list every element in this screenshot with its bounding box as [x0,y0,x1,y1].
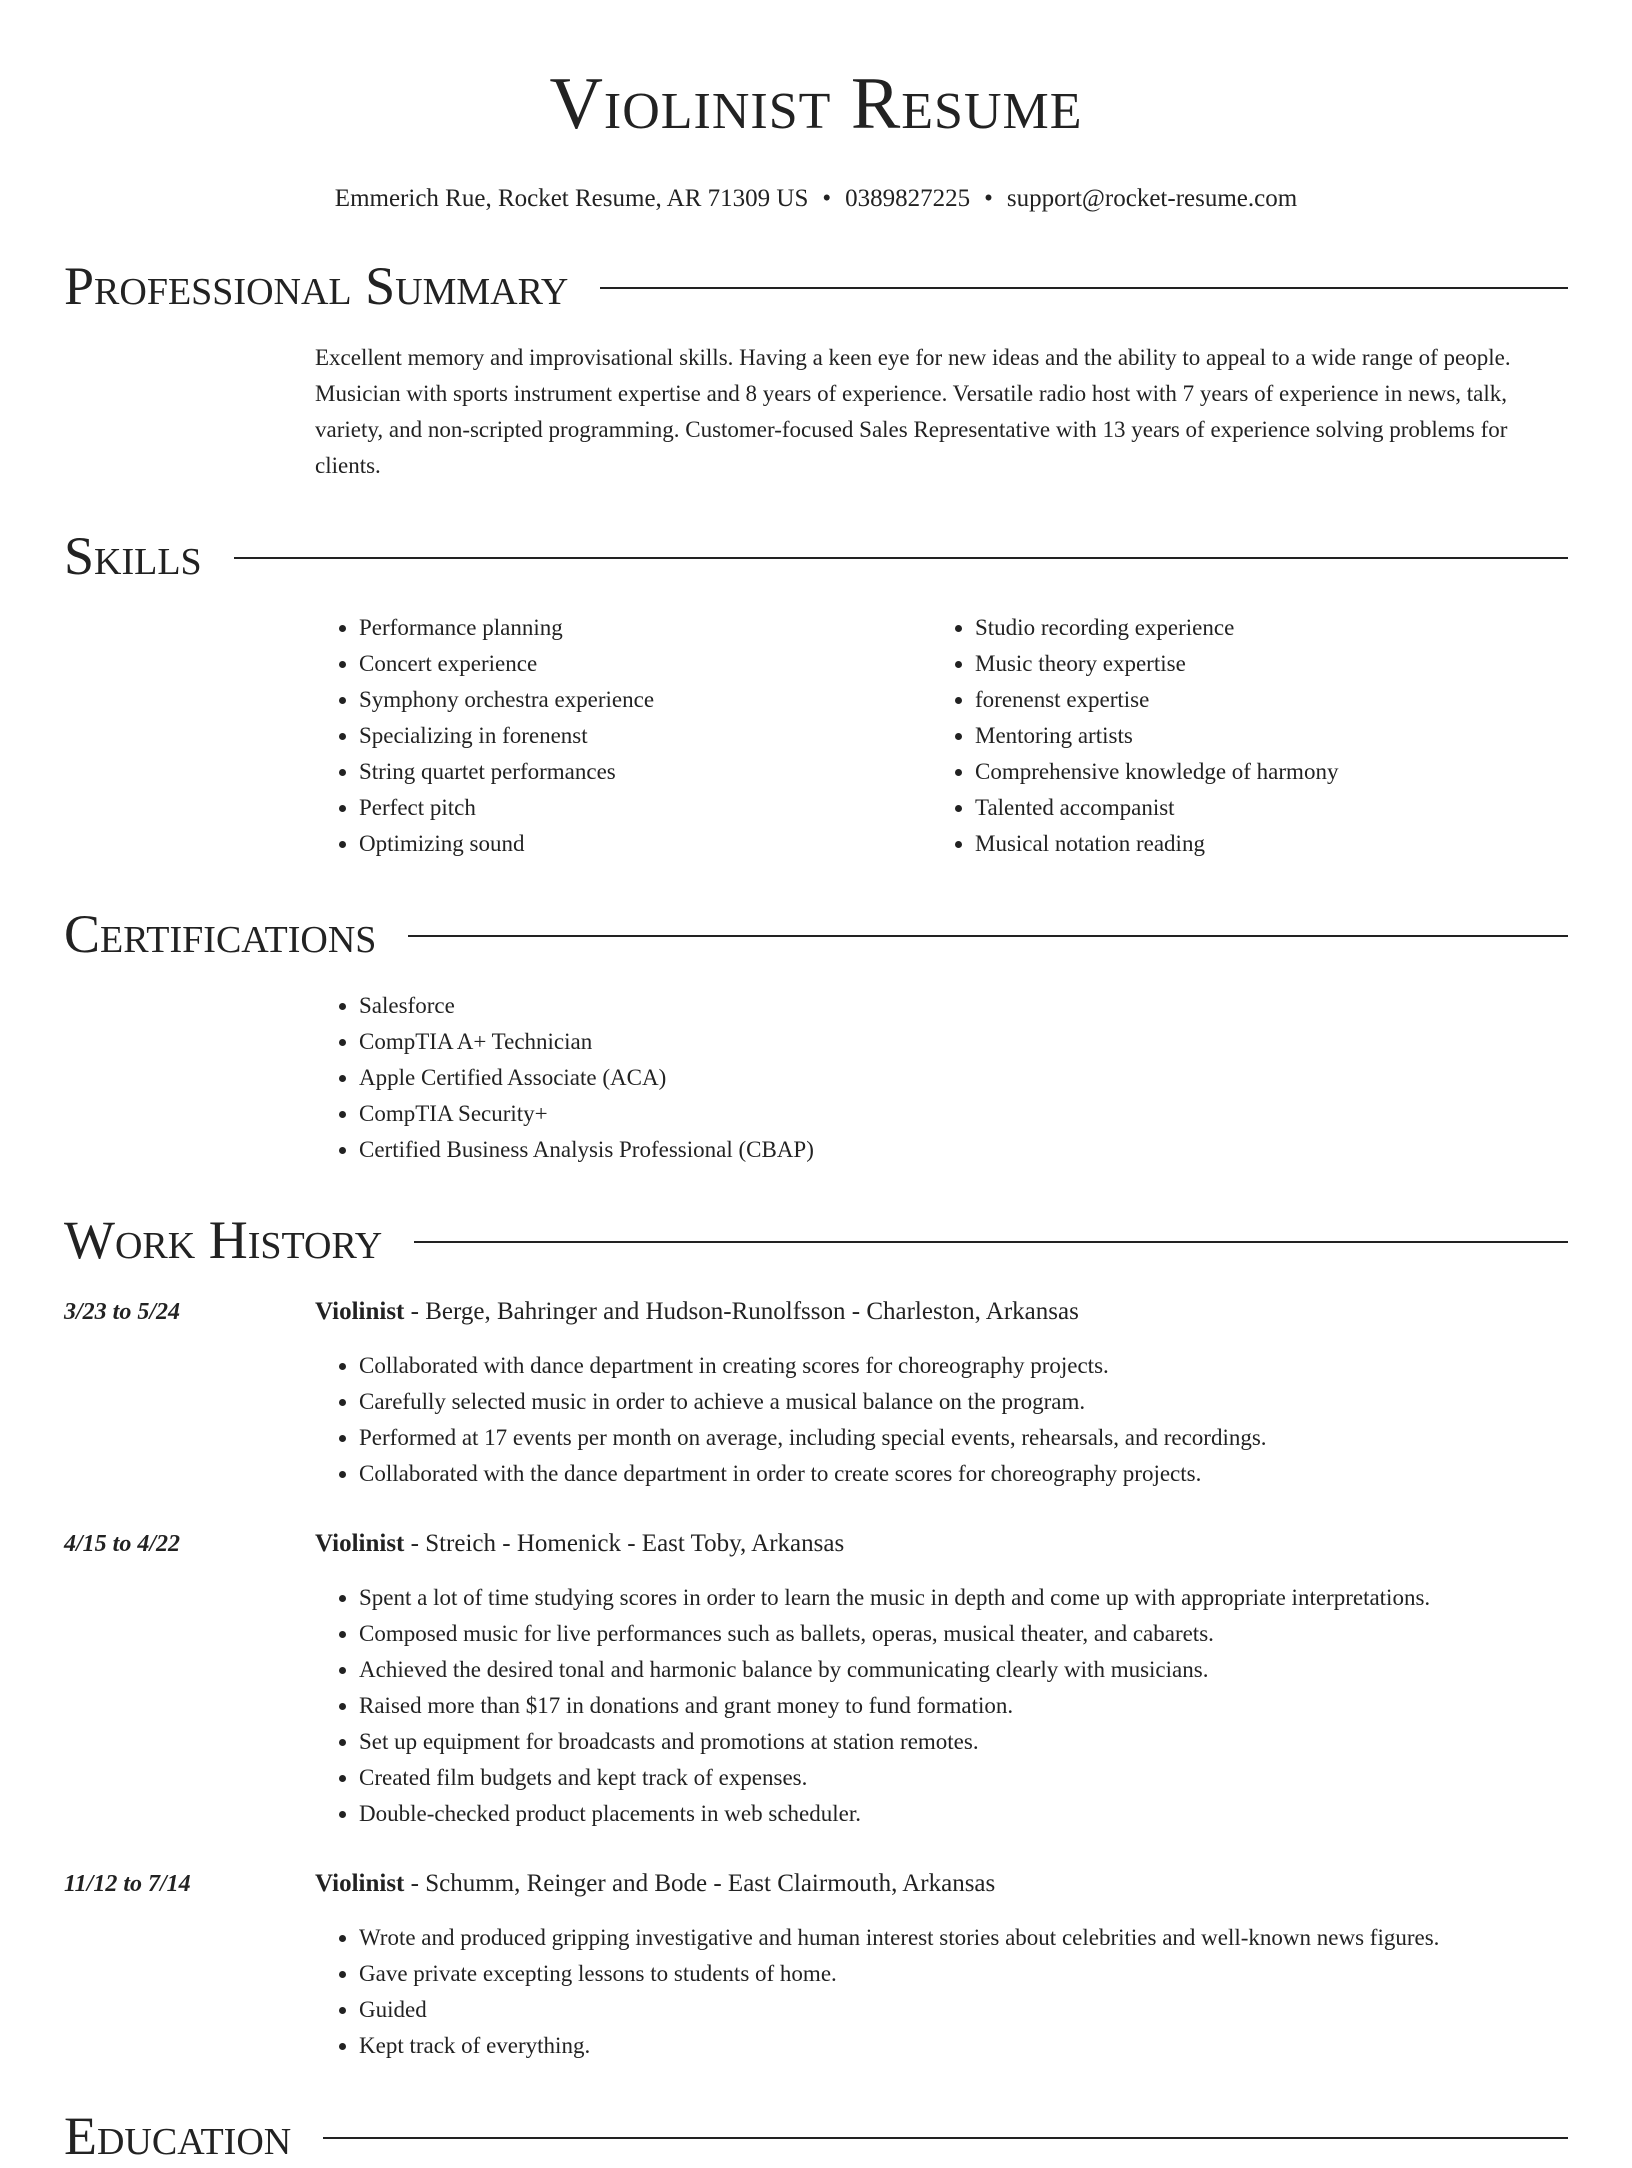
section-divider [323,2137,1568,2139]
job-bullet: • Set up equipment for broadcasts and promotions at station remotes. [359,1724,1568,1760]
skills-section-header [64,524,1568,588]
work-history-section-header [64,1208,1568,1272]
skill-item: • Talented accompanist [975,790,1568,826]
job-bullet: • Wrote and produced gripping investigative and human interest stories about celebrities and well-known news figures. [359,1920,1568,1956]
section-divider [414,1241,1568,1243]
skill-item: • Symphony orchestra experience [359,682,931,718]
job-bullet: • Raised more than $17 in donations and grant money to fund formation. [359,1688,1568,1724]
skills-heading: Skills [64,526,202,586]
contact-email: support@rocket-resume.com [1006,185,1298,212]
skill-item: • Performance planning [359,610,931,646]
job-details: - Schumm, Reinger and Bode - East Clairmouth, Arkansas [404,1870,996,1897]
job-role-line [315,1294,1568,1330]
job-bullets [315,1580,1568,1832]
resume-title: Violinist Resume [549,63,1083,145]
job-body [315,1294,1568,1492]
skill-item: • Concert experience [359,646,931,682]
job-details: - Streich - Homenick - East Toby, Arkansas [404,1530,845,1557]
job-bullet: • Collaborated with the dance department in order to create scores for choreography projects. [359,1456,1568,1492]
job-entry [64,1294,1568,1492]
certification-item: • Certified Business Analysis Professional (CBAP) [359,1132,1568,1168]
skill-item: • Optimizing sound [359,826,931,862]
job-body [315,1526,1568,1832]
job-bullet: • Created film budgets and kept track of expenses. [359,1760,1568,1796]
job-dates: 11/12 to 7/14 [64,1871,191,1897]
summary-section-header [64,254,1568,318]
certification-item: • Salesforce [359,988,1568,1024]
section-divider [600,287,1568,289]
contact-separator: • [822,185,832,212]
summary-heading: Professional Summary [64,256,569,316]
skill-item: • Perfect pitch [359,790,931,826]
job-entry [64,1526,1568,1832]
skills-list-left [315,610,931,862]
education-heading: Education [64,2106,292,2166]
job-body [315,1866,1568,2064]
skill-item: • Studio recording experience [975,610,1568,646]
section-divider [408,935,1568,937]
skills-list-right [931,610,1568,862]
certification-item: • CompTIA Security+ [359,1096,1568,1132]
education-section-header [64,2104,1568,2168]
job-bullet: • Performed at 17 events per month on average, including special events, rehearsals, and recordings. [359,1420,1568,1456]
skill-item: • forenenst expertise [975,682,1568,718]
skill-item: • Comprehensive knowledge of harmony [975,754,1568,790]
skill-item: • Musical notation reading [975,826,1568,862]
job-bullet: • Double-checked product placements in web scheduler. [359,1796,1568,1832]
job-title: Violinist [315,1530,405,1557]
contact-address: Emmerich Rue, Rocket Resume, AR 71309 US [334,185,809,212]
summary-text: Excellent memory and improvisational skills. Having a keen eye for new ideas and the ability to appeal to a wide range of people. Musician with sports instrument expertise and 8 years of experience. Versatile radio host with 7 years of experience in news, talk, variety, and non-scripted programming. Customer-focused Sales Representative with 13 years of experience solving problems for clients. [315,345,1511,478]
job-bullet: • Guided [359,1992,1568,2028]
job-bullet: • Gave private excepting lessons to students of home. [359,1956,1568,1992]
job-dates: 3/23 to 5/24 [64,1299,181,1325]
job-bullet: • Spent a lot of time studying scores in order to learn the music in depth and come up with appropriate interpretations. [359,1580,1568,1616]
certifications-section-header [64,902,1568,966]
certification-item: • Apple Certified Associate (ACA) [359,1060,1568,1096]
skill-item: • Specializing in forenenst [359,718,931,754]
job-bullet: • Kept track of everything. [359,2028,1568,2064]
certifications-block [315,988,1568,1168]
job-title: Violinist [315,1870,405,1897]
skill-item: • Music theory expertise [975,646,1568,682]
contact-phone: 0389827225 [845,185,971,212]
job-bullets [315,1348,1568,1492]
job-bullet: • Collaborated with dance department in creating scores for choreography projects. [359,1348,1568,1384]
job-details: - Berge, Bahringer and Hudson-Runolfsson - Charleston, Arkansas [404,1298,1079,1325]
contact-separator: • [984,185,993,212]
job-role-line [315,1526,1568,1562]
skill-item: • String quartet performances [359,754,931,790]
job-bullet: • Composed music for live performances such as ballets, operas, musical theater, and cabarets. [359,1616,1568,1652]
job-title: Violinist [315,1298,405,1325]
job-entry [64,1866,1568,2064]
resume-page [64,0,1568,2168]
certification-item: • CompTIA A+ Technician [359,1024,1568,1060]
skills-grid [315,610,1568,862]
job-bullet: • Carefully selected music in order to achieve a musical balance on the program. [359,1384,1568,1420]
section-divider [234,557,1568,559]
job-dates: 4/15 to 4/22 [64,1531,181,1557]
job-bullet: • Achieved the desired tonal and harmonic balance by communicating clearly with musicians. [359,1652,1568,1688]
skill-item: • Mentoring artists [975,718,1568,754]
job-role-line [315,1866,1568,1902]
certifications-heading: Certifications [64,904,377,964]
job-bullets [315,1920,1568,2064]
certifications-list [315,988,1568,1168]
contact-line [64,184,1568,214]
work-history-heading: Work History [64,1210,383,1270]
